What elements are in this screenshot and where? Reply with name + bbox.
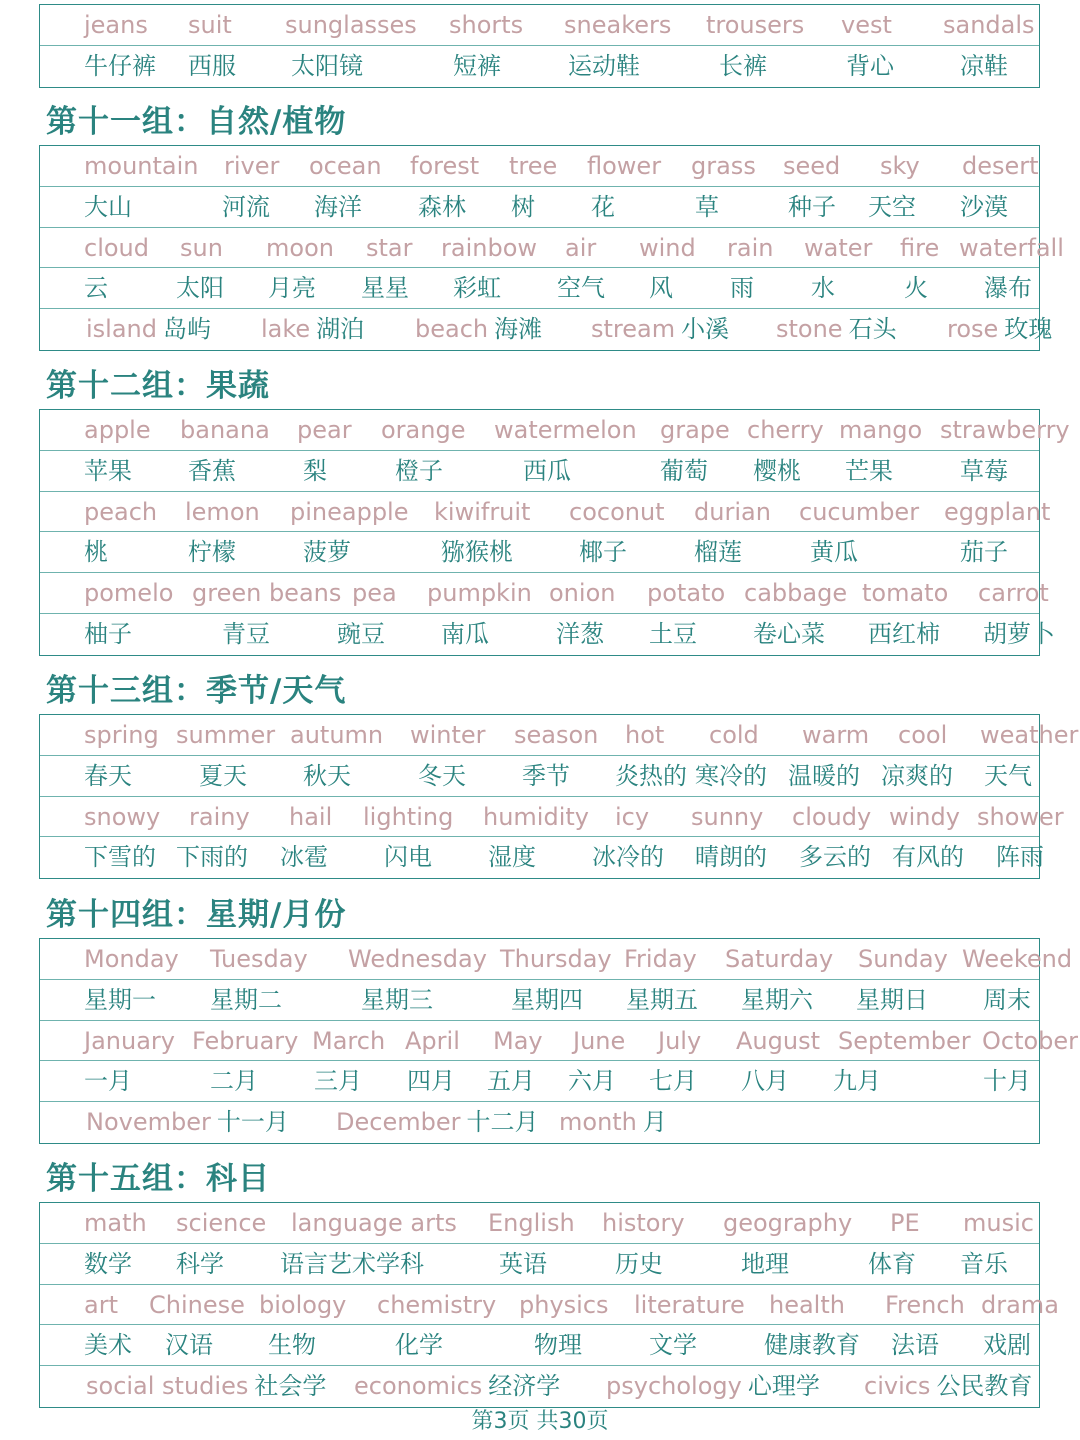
chinese-word: 运动鞋 — [568, 51, 640, 80]
chinese-word: 周末 — [983, 985, 1031, 1014]
english-word: May — [493, 1026, 543, 1055]
vocab-pair — [864, 1366, 1032, 1406]
chinese-word: 榴莲 — [694, 538, 742, 567]
english-word: June — [573, 1026, 626, 1055]
vocab-pair — [261, 309, 364, 349]
english-word: summer — [176, 721, 276, 749]
english-word: vest — [841, 11, 892, 39]
section-title: 第十三组：季节/天气 — [46, 673, 347, 709]
english-word: lake — [261, 315, 311, 344]
chinese-word: 二月 — [210, 1067, 258, 1096]
english-word: month — [559, 1108, 637, 1137]
chinese-word: 彩虹 — [453, 274, 501, 303]
chinese-word: 多云的 — [799, 843, 871, 872]
chinese-word: 星星 — [361, 274, 409, 303]
english-word: onion — [549, 579, 616, 608]
english-word: watermelon — [494, 416, 637, 444]
english-word: grass — [691, 152, 756, 180]
chinese-word: 苹果 — [84, 456, 132, 485]
chinese-word: 十一月 — [216, 1108, 289, 1137]
english-word: language arts — [291, 1209, 457, 1237]
english-word: December — [336, 1108, 461, 1137]
english-word: durian — [694, 497, 771, 526]
english-word: lighting — [363, 802, 454, 831]
english-word: suit — [188, 11, 232, 39]
chinese-word: 化学 — [395, 1331, 443, 1360]
chinese-word: 菠萝 — [303, 538, 351, 567]
english-word: spring — [84, 721, 159, 749]
chinese-word: 英语 — [499, 1249, 547, 1278]
vocab-table — [39, 145, 1064, 351]
english-word: mountain — [84, 152, 199, 180]
english-word: orange — [381, 416, 466, 444]
chinese-word: 樱桃 — [753, 456, 801, 485]
english-word: wind — [639, 233, 696, 262]
chinese-word: 卷心菜 — [753, 619, 825, 648]
english-word: peach — [84, 497, 158, 526]
vocab-row — [40, 309, 1053, 350]
vocab-row — [40, 837, 1044, 878]
english-word: season — [514, 721, 599, 749]
vocab-row — [40, 451, 1039, 492]
english-word: weather — [980, 721, 1079, 749]
chinese-word: 闪电 — [384, 843, 432, 872]
english-word: Weekend — [962, 945, 1073, 973]
chinese-word: 风 — [649, 274, 673, 303]
chinese-word: 土豆 — [649, 619, 697, 648]
chinese-word: 四月 — [407, 1067, 455, 1096]
chinese-word: 三月 — [314, 1067, 362, 1096]
english-word: strawberry — [940, 416, 1070, 444]
chinese-word: 青豆 — [222, 619, 270, 648]
english-word: economics — [354, 1372, 483, 1401]
english-word: sun — [180, 233, 223, 262]
chinese-word: 海滩 — [494, 315, 543, 344]
english-word: eggplant — [944, 497, 1051, 526]
chinese-word: 凉爽的 — [881, 761, 953, 790]
english-word: tomato — [862, 579, 949, 608]
chinese-word: 草莓 — [960, 456, 1008, 485]
chinese-word: 大山 — [84, 192, 132, 221]
english-word: cloud — [84, 233, 149, 262]
english-word: March — [312, 1026, 386, 1055]
vocab-row — [40, 614, 1055, 655]
chinese-word: 茄子 — [960, 538, 1008, 567]
chinese-word: 背心 — [846, 51, 894, 80]
english-word: trousers — [706, 11, 805, 39]
chinese-word: 星期日 — [856, 985, 928, 1014]
english-word: literature — [634, 1290, 745, 1319]
english-word: social studies — [86, 1372, 249, 1401]
english-word: chemistry — [377, 1290, 497, 1319]
english-word: February — [192, 1026, 299, 1055]
vocab-table — [39, 4, 1040, 88]
english-word: Thursday — [500, 945, 612, 973]
english-word: pineapple — [290, 497, 409, 526]
vocab-table — [39, 714, 1079, 879]
chinese-word: 有风的 — [892, 843, 964, 872]
english-word: math — [84, 1209, 147, 1237]
chinese-word: 晴朗的 — [695, 843, 767, 872]
vocab-row — [40, 1244, 1039, 1285]
section-title: 第十一组：自然/植物 — [46, 104, 347, 140]
english-word: November — [86, 1108, 211, 1137]
vocab-pair — [336, 1102, 538, 1142]
english-word: biology — [259, 1290, 347, 1319]
vocab-pair — [354, 1366, 560, 1406]
chinese-word: 香蕉 — [188, 456, 236, 485]
chinese-word: 文学 — [649, 1331, 697, 1360]
english-word: jeans — [84, 11, 148, 39]
chinese-word: 河流 — [222, 192, 270, 221]
english-word: moon — [266, 233, 334, 262]
chinese-word: 星期三 — [361, 985, 433, 1014]
english-word: humidity — [483, 802, 589, 831]
vocab-pair — [559, 1102, 667, 1142]
chinese-word: 太阳镜 — [291, 51, 363, 80]
english-word: island — [86, 315, 157, 344]
english-word: art — [84, 1290, 118, 1319]
chinese-word: 天空 — [868, 192, 916, 221]
section-title: 第十四组：星期/月份 — [46, 897, 347, 933]
chinese-word: 凉鞋 — [960, 51, 1008, 80]
chinese-word: 星期五 — [626, 985, 698, 1014]
chinese-word: 云 — [84, 274, 108, 303]
chinese-word: 经济学 — [488, 1372, 561, 1401]
vocab-row — [40, 756, 1039, 797]
english-word: science — [176, 1209, 267, 1237]
english-word: rainy — [189, 802, 250, 831]
chinese-word: 体育 — [868, 1249, 916, 1278]
vocab-row — [40, 146, 1039, 187]
english-word: sunglasses — [285, 11, 417, 39]
chinese-word: 汉语 — [165, 1331, 213, 1360]
chinese-word: 西服 — [188, 51, 236, 80]
vocab-pair — [606, 1366, 820, 1406]
chinese-word: 柚子 — [84, 619, 132, 648]
english-word: shorts — [449, 11, 524, 39]
english-word: cucumber — [799, 497, 920, 526]
chinese-word: 湿度 — [488, 843, 536, 872]
english-word: sneakers — [564, 11, 672, 39]
chinese-word: 空气 — [557, 274, 605, 303]
english-word: green beans — [192, 579, 342, 608]
chinese-word: 水 — [811, 274, 835, 303]
chinese-word: 阵雨 — [996, 843, 1044, 872]
chinese-word: 长裤 — [719, 51, 767, 80]
chinese-word: 树 — [511, 192, 535, 221]
english-word: pomelo — [84, 579, 174, 608]
chinese-word: 南瓜 — [441, 619, 489, 648]
vocab-row — [40, 1102, 1039, 1143]
english-word: icy — [615, 802, 650, 831]
english-word: January — [84, 1026, 175, 1055]
chinese-word: 月亮 — [268, 274, 316, 303]
chinese-word: 冰冷的 — [592, 843, 664, 872]
chinese-word: 星期四 — [511, 985, 583, 1014]
english-word: sandals — [943, 11, 1035, 39]
english-word: Saturday — [725, 945, 834, 973]
chinese-word: 八月 — [741, 1067, 789, 1096]
chinese-word: 健康教育 — [764, 1331, 860, 1360]
english-word: stone — [776, 315, 843, 344]
vocab-row — [40, 1061, 1039, 1102]
chinese-word: 法语 — [891, 1331, 939, 1360]
english-word: October — [982, 1026, 1079, 1055]
chinese-word: 社会学 — [254, 1372, 327, 1401]
chinese-word: 柠檬 — [188, 538, 236, 567]
chinese-word: 下雨的 — [176, 843, 248, 872]
chinese-word: 岛屿 — [163, 315, 211, 344]
chinese-word: 下雪的 — [84, 843, 156, 872]
english-word: hot — [625, 721, 665, 749]
english-word: Tuesday — [210, 945, 308, 973]
chinese-word: 生物 — [268, 1331, 316, 1360]
chinese-word: 六月 — [568, 1067, 616, 1096]
english-word: physics — [519, 1290, 609, 1319]
english-word: sunny — [691, 802, 764, 831]
vocab-table — [39, 409, 1070, 656]
chinese-word: 草 — [695, 192, 719, 221]
chinese-word: 科学 — [176, 1249, 224, 1278]
chinese-word: 星期一 — [84, 985, 156, 1014]
chinese-word: 公民教育 — [936, 1372, 1033, 1401]
english-word: forest — [410, 152, 480, 180]
vocab-table — [39, 938, 1079, 1144]
english-word: August — [736, 1026, 820, 1055]
english-word: winter — [410, 721, 486, 749]
vocab-row — [40, 46, 1039, 87]
vocab-row — [40, 1203, 1039, 1244]
english-word: seed — [783, 152, 841, 180]
english-word: snowy — [84, 802, 161, 831]
chinese-word: 地理 — [741, 1249, 789, 1278]
vocab-row — [40, 980, 1039, 1021]
english-word: ocean — [309, 152, 382, 180]
chinese-word: 桃 — [84, 538, 108, 567]
english-word: music — [963, 1209, 1034, 1237]
english-word: history — [602, 1209, 685, 1237]
chinese-word: 椰子 — [579, 538, 627, 567]
chinese-word: 火 — [904, 274, 928, 303]
vocab-row — [40, 187, 1039, 228]
chinese-word: 冰雹 — [280, 843, 328, 872]
chinese-word: 冬天 — [418, 761, 466, 790]
english-word: cloudy — [792, 802, 872, 831]
chinese-word: 温暖的 — [788, 761, 860, 790]
chinese-word: 天气 — [984, 761, 1032, 790]
chinese-word: 秋天 — [303, 761, 351, 790]
english-word: potato — [647, 579, 726, 608]
english-word: warm — [802, 721, 870, 749]
chinese-word: 梨 — [303, 456, 327, 485]
chinese-word: 西红柿 — [868, 619, 940, 648]
english-word: stream — [591, 315, 676, 344]
chinese-word: 星期六 — [741, 985, 813, 1014]
chinese-word: 牛仔裤 — [84, 51, 156, 80]
english-word: cool — [898, 721, 948, 749]
english-word: desert — [962, 152, 1039, 180]
section-title: 第十五组：科目 — [46, 1161, 270, 1197]
vocab-row — [40, 1285, 1059, 1326]
vocab-pair — [415, 309, 542, 349]
vocab-row — [40, 1021, 1079, 1062]
english-word: English — [488, 1209, 575, 1237]
english-word: PE — [890, 1209, 920, 1237]
vocab-row — [40, 1325, 1039, 1366]
english-word: banana — [180, 416, 270, 444]
chinese-word: 语言艺术学科 — [280, 1249, 424, 1278]
vocab-row — [40, 228, 1064, 269]
chinese-word: 七月 — [649, 1067, 697, 1096]
english-word: water — [804, 233, 873, 262]
chinese-word: 音乐 — [960, 1249, 1008, 1278]
chinese-word: 洋葱 — [556, 619, 604, 648]
english-word: April — [405, 1026, 460, 1055]
chinese-word: 小溪 — [681, 315, 730, 344]
vocab-row — [40, 939, 1073, 980]
chinese-word: 花 — [591, 192, 615, 221]
english-word: Monday — [84, 945, 179, 973]
english-word: waterfall — [959, 233, 1064, 262]
english-word: pear — [297, 416, 352, 444]
english-word: beach — [415, 315, 489, 344]
chinese-word: 湖泊 — [316, 315, 365, 344]
english-word: apple — [84, 416, 151, 444]
chinese-word: 西瓜 — [523, 456, 571, 485]
chinese-word: 豌豆 — [337, 619, 385, 648]
english-word: rainbow — [441, 233, 537, 262]
english-word: Chinese — [149, 1290, 245, 1319]
english-word: Friday — [624, 945, 697, 973]
page-footer: 第3页 共30页 — [471, 1409, 609, 1434]
english-word: star — [366, 233, 413, 262]
english-word: health — [769, 1290, 845, 1319]
section-title: 第十二组：果蔬 — [46, 368, 270, 404]
chinese-word: 月 — [642, 1108, 667, 1137]
vocab-row — [40, 5, 1039, 46]
english-word: rain — [727, 233, 774, 262]
english-word: river — [224, 152, 280, 180]
english-word: carrot — [978, 579, 1049, 608]
chinese-word: 石头 — [848, 315, 897, 344]
english-word: civics — [864, 1372, 931, 1401]
english-word: kiwifruit — [434, 497, 531, 526]
english-word: air — [565, 233, 597, 262]
english-word: rose — [947, 315, 999, 344]
chinese-word: 心理学 — [747, 1372, 820, 1401]
english-word: fire — [900, 233, 940, 262]
english-word: geography — [723, 1209, 853, 1237]
vocab-pair — [591, 309, 729, 349]
english-word: coconut — [569, 497, 665, 526]
vocab-row — [40, 268, 1039, 309]
vocab-row — [40, 410, 1070, 451]
english-word: pea — [352, 579, 397, 608]
chinese-word: 森林 — [418, 192, 466, 221]
vocab-row — [40, 715, 1079, 756]
chinese-word: 海洋 — [314, 192, 362, 221]
chinese-word: 葡萄 — [660, 456, 708, 485]
chinese-word: 季节 — [522, 761, 570, 790]
chinese-word: 美术 — [84, 1331, 132, 1360]
english-word: shower — [977, 802, 1064, 831]
english-word: flower — [587, 152, 662, 180]
chinese-word: 十二月 — [466, 1108, 539, 1137]
vocab-table — [39, 1202, 1059, 1408]
chinese-word: 种子 — [788, 192, 836, 221]
chinese-word: 物理 — [534, 1331, 582, 1360]
vocab-pair — [947, 309, 1052, 349]
english-word: Wednesday — [348, 945, 487, 973]
english-word: sky — [880, 152, 920, 180]
chinese-word: 芒果 — [845, 456, 893, 485]
english-word: tree — [509, 152, 558, 180]
chinese-word: 胡萝卜 — [983, 619, 1055, 648]
vocab-row — [40, 573, 1049, 614]
vocab-pair — [86, 309, 211, 349]
chinese-word: 戏剧 — [983, 1331, 1031, 1360]
vocab-row — [40, 532, 1039, 573]
chinese-word: 玫瑰 — [1004, 315, 1053, 344]
english-word: Sunday — [858, 945, 948, 973]
chinese-word: 寒冷的 — [695, 761, 767, 790]
chinese-word: 春天 — [84, 761, 132, 790]
chinese-word: 五月 — [487, 1067, 535, 1096]
english-word: mango — [839, 416, 923, 444]
chinese-word: 历史 — [615, 1249, 663, 1278]
chinese-word: 橙子 — [395, 456, 443, 485]
vocab-row — [40, 492, 1051, 533]
chinese-word: 太阳 — [176, 274, 224, 303]
english-word: July — [658, 1026, 702, 1055]
english-word: drama — [981, 1290, 1059, 1319]
chinese-word: 十月 — [983, 1067, 1031, 1096]
vocab-pair — [86, 1102, 289, 1142]
english-word: lemon — [185, 497, 260, 526]
chinese-word: 黄瓜 — [810, 538, 858, 567]
chinese-word: 短裤 — [453, 51, 501, 80]
english-word: cabbage — [744, 579, 848, 608]
vocab-row — [40, 1366, 1039, 1407]
chinese-word: 一月 — [84, 1067, 132, 1096]
english-word: hail — [289, 802, 333, 831]
chinese-word: 炎热的 — [615, 761, 687, 790]
english-word: cherry — [747, 416, 824, 444]
english-word: cold — [709, 721, 759, 749]
chinese-word: 猕猴桃 — [441, 538, 513, 567]
vocab-row — [40, 797, 1064, 838]
chinese-word: 九月 — [833, 1067, 881, 1096]
chinese-word: 沙漠 — [960, 192, 1008, 221]
vocab-pair — [86, 1366, 326, 1406]
english-word: French — [885, 1290, 965, 1319]
chinese-word: 雨 — [730, 274, 754, 303]
chinese-word: 夏天 — [199, 761, 247, 790]
english-word: grape — [660, 416, 730, 444]
english-word: September — [838, 1026, 971, 1055]
chinese-word: 瀑布 — [984, 274, 1032, 303]
vocab-pair — [776, 309, 897, 349]
english-word: psychology — [606, 1372, 742, 1401]
english-word: autumn — [290, 721, 384, 749]
chinese-word: 数学 — [84, 1249, 132, 1278]
chinese-word: 星期二 — [210, 985, 282, 1014]
english-word: windy — [889, 802, 960, 831]
english-word: pumpkin — [427, 579, 532, 608]
